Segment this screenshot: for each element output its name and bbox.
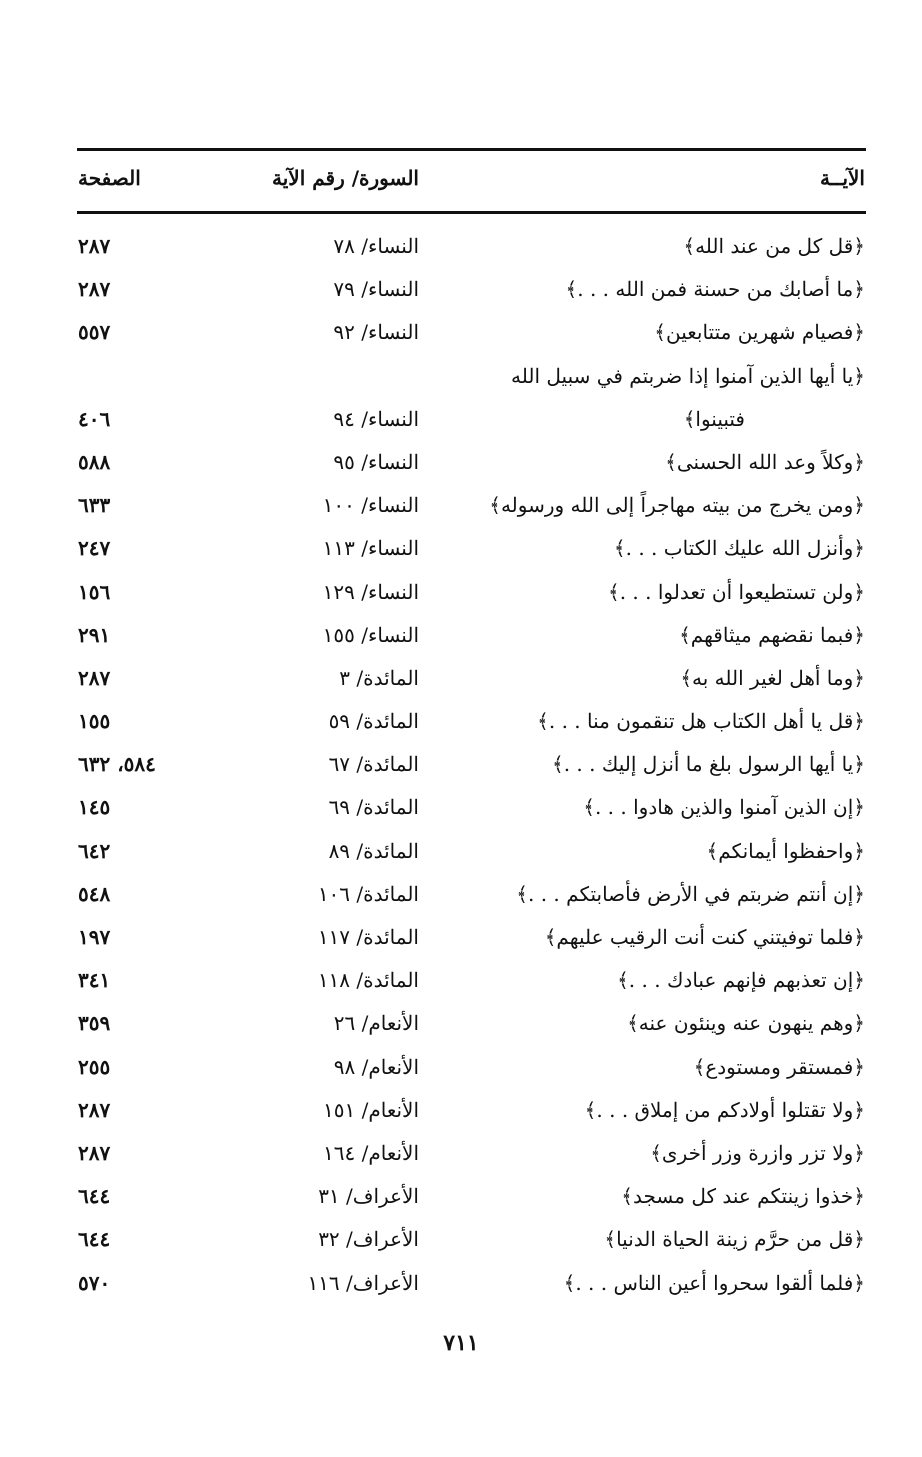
aya-text	[445, 1175, 865, 1218]
sura-ref: النساء/ ١٠٠	[322, 493, 419, 518]
aya-text	[445, 1002, 865, 1045]
page-ref: ٦٣٣	[78, 493, 111, 518]
table-row	[0, 441, 922, 484]
aya-line: ﴿وما أهل لغير الله به﴾	[680, 665, 865, 690]
sura-ref: المائدة/ ٦٩	[328, 795, 419, 820]
page-ref: ٢٨٧	[78, 1097, 111, 1122]
sura-ref: المائدة/ ٦٧	[328, 752, 419, 777]
header-sura: السورة/ رقم الآية	[272, 166, 419, 190]
sura-ref: المائدة/ ١١٨	[317, 968, 419, 993]
page-ref: ١٥٦	[78, 579, 111, 604]
table-row	[0, 786, 922, 829]
aya-line: ﴿خذوا زينتكم عند كل مسجد﴾	[621, 1184, 865, 1209]
sura-ref: الأعراف/ ٣٢	[318, 1227, 419, 1252]
aya-text	[445, 484, 865, 527]
page-ref: ٦٤٤	[78, 1184, 111, 1209]
aya-line: ﴿واحفظوا أيمانكم﴾	[706, 838, 865, 863]
header-bottom-rule	[77, 211, 866, 214]
header-aya: الآيــة	[820, 166, 865, 190]
page-ref: ١٥٥	[78, 709, 111, 734]
sura-ref: الأعراف/ ١١٦	[307, 1270, 419, 1295]
aya-text	[445, 614, 865, 657]
sura-ref: النساء/ ٧٨	[333, 234, 419, 258]
aya-text	[445, 311, 865, 354]
table-row	[0, 1046, 922, 1089]
header-top-rule	[77, 148, 866, 151]
sura-ref: المائدة/ ١١٧	[317, 925, 419, 950]
page-ref: ١٤٥	[78, 795, 111, 820]
page-ref: ٢٨٧	[78, 234, 111, 258]
page-ref: ٢٨٧	[78, 665, 111, 690]
aya-text	[445, 268, 865, 311]
aya-line: ﴿قل من حرَّم زينة الحياة الدنيا﴾	[604, 1227, 865, 1252]
page-ref: ٢٨٧	[78, 1140, 111, 1165]
table-row	[0, 1002, 922, 1045]
aya-line: ﴿قل يا أهل الكتاب هل تنقمون منا . . .﴾	[537, 709, 865, 734]
aya-text	[445, 1132, 865, 1175]
aya-line: ﴿فمستقر ومستودع﴾	[693, 1054, 865, 1079]
aya-text	[445, 873, 865, 916]
page-ref: ٣٥٩	[78, 1011, 111, 1036]
sura-ref: الأنعام/ ٢٦	[333, 1011, 419, 1036]
page-ref: ٢٩١	[78, 622, 111, 647]
page-ref: ٦٤٢	[78, 838, 111, 863]
aya-line: ﴿فلما ألقوا سحروا أعين الناس . . .﴾	[563, 1270, 865, 1295]
aya-line: ﴿فصيام شهرين متتابعين﴾	[654, 320, 865, 345]
header-page: الصفحة	[78, 166, 141, 190]
sura-ref: المائدة/ ٥٩	[328, 709, 419, 734]
aya-line: ﴿قل كل من عند الله﴾	[683, 234, 865, 258]
table-row	[0, 268, 922, 311]
page-ref: ٥٨٤، ٦٣٢	[78, 752, 156, 777]
table-row	[0, 484, 922, 527]
aya-text	[445, 355, 865, 441]
page-ref: ٥٨٨	[78, 449, 111, 474]
sura-ref: الأنعام/ ٩٨	[333, 1054, 419, 1079]
sura-ref: النساء/ ٧٩	[333, 277, 419, 302]
sura-ref: النساء/ ٩٤	[333, 406, 419, 431]
aya-line: ﴿فبما نقضهم ميثاقهم﴾	[679, 622, 865, 647]
table-row	[0, 1175, 922, 1218]
page-ref: ٢٥٥	[78, 1054, 111, 1079]
table-row	[0, 311, 922, 354]
table-row	[0, 614, 922, 657]
sura-ref: النساء/ ١٢٩	[322, 579, 419, 604]
page-ref: ٥٥٧	[78, 320, 111, 345]
sura-ref: النساء/ ١١٣	[322, 536, 419, 561]
aya-line: ﴿وأنزل الله عليك الكتاب . . .﴾	[613, 536, 865, 561]
aya-line: ﴿ولا تزر وازرة وزر أخرى﴾	[650, 1140, 865, 1165]
aya-line: ﴿يا أيها الرسول بلغ ما أنزل إليك . . .﴾	[552, 752, 865, 777]
table-row	[0, 1089, 922, 1132]
table-row	[0, 959, 922, 1002]
aya-line: ﴿ولا تقتلوا أولادكم من إملاق . . .﴾	[584, 1097, 865, 1122]
table-row	[0, 527, 922, 570]
table-row	[0, 743, 922, 786]
sura-ref: الأعراف/ ٣١	[318, 1184, 419, 1209]
aya-text	[445, 1089, 865, 1132]
table-header	[0, 160, 922, 200]
table-row	[0, 1218, 922, 1261]
aya-line: ﴿إن تعذبهم فإنهم عبادك . . .﴾	[617, 968, 865, 993]
aya-line: ﴿ما أصابك من حسنة فمن الله . . .﴾	[565, 277, 865, 302]
aya-text	[445, 916, 865, 959]
aya-line: ﴿يا أيها الذين آمنوا إذا ضربتم في سبيل الله	[511, 363, 865, 388]
table-row	[0, 355, 922, 441]
aya-text	[445, 786, 865, 829]
index-table-body	[0, 225, 922, 1305]
table-row	[0, 830, 922, 873]
aya-line: ﴿إن الذين آمنوا والذين هادوا . . .﴾	[583, 795, 865, 820]
aya-text	[445, 743, 865, 786]
table-row	[0, 1262, 922, 1305]
page-ref: ٥٤٨	[78, 881, 111, 906]
table-row	[0, 1132, 922, 1175]
aya-text	[445, 225, 865, 268]
aya-line: ﴿وكلاً وعد الله الحسنى﴾	[665, 449, 865, 474]
table-row	[0, 657, 922, 700]
page-ref: ٤٠٦	[78, 406, 111, 431]
aya-text	[445, 571, 865, 614]
table-row	[0, 700, 922, 743]
aya-text	[445, 1046, 865, 1089]
sura-ref: الأنعام/ ١٦٤	[323, 1140, 419, 1165]
aya-text	[445, 527, 865, 570]
table-row	[0, 225, 922, 268]
page-ref: ٣٤١	[78, 968, 111, 993]
sura-ref: النساء/ ٩٥	[333, 449, 419, 474]
table-row	[0, 873, 922, 916]
aya-line: ﴿ومن يخرج من بيته مهاجراً إلى الله ورسوله﴾	[489, 493, 865, 518]
page-ref: ٢٨٧	[78, 277, 111, 302]
page-ref: ١٩٧	[78, 925, 111, 950]
page-ref: ٥٧٠	[78, 1270, 111, 1295]
page-number: ٧١١	[443, 1330, 479, 1356]
page-ref: ٢٤٧	[78, 536, 111, 561]
table-row	[0, 571, 922, 614]
sura-ref: النساء/ ١٥٥	[322, 622, 419, 647]
aya-text	[445, 441, 865, 484]
aya-line: ﴿فلما توفيتني كنت أنت الرقيب عليهم﴾	[544, 925, 865, 950]
aya-text	[445, 1262, 865, 1305]
aya-text	[445, 830, 865, 873]
sura-ref: النساء/ ٩٢	[333, 320, 419, 345]
sura-ref: المائدة/ ١٠٦	[317, 881, 419, 906]
aya-line: ﴿ولن تستطيعوا أن تعدلوا . . .﴾	[608, 579, 865, 604]
table-row	[0, 916, 922, 959]
page-ref: ٦٤٤	[78, 1227, 111, 1252]
sura-ref: المائدة/ ٨٩	[328, 838, 419, 863]
aya-text	[445, 959, 865, 1002]
aya-line: ﴿إن أنتم ضربتم في الأرض فأصابتكم . . .﴾	[516, 881, 865, 906]
aya-text	[445, 657, 865, 700]
aya-text	[445, 700, 865, 743]
aya-text	[445, 1218, 865, 1261]
aya-line: ﴿وهم ينهون عنه وينئون عنه﴾	[627, 1011, 865, 1036]
aya-line-continued: فتبينوا﴾	[683, 406, 745, 431]
sura-ref: الأنعام/ ١٥١	[323, 1097, 419, 1122]
sura-ref: المائدة/ ٣	[339, 665, 419, 690]
